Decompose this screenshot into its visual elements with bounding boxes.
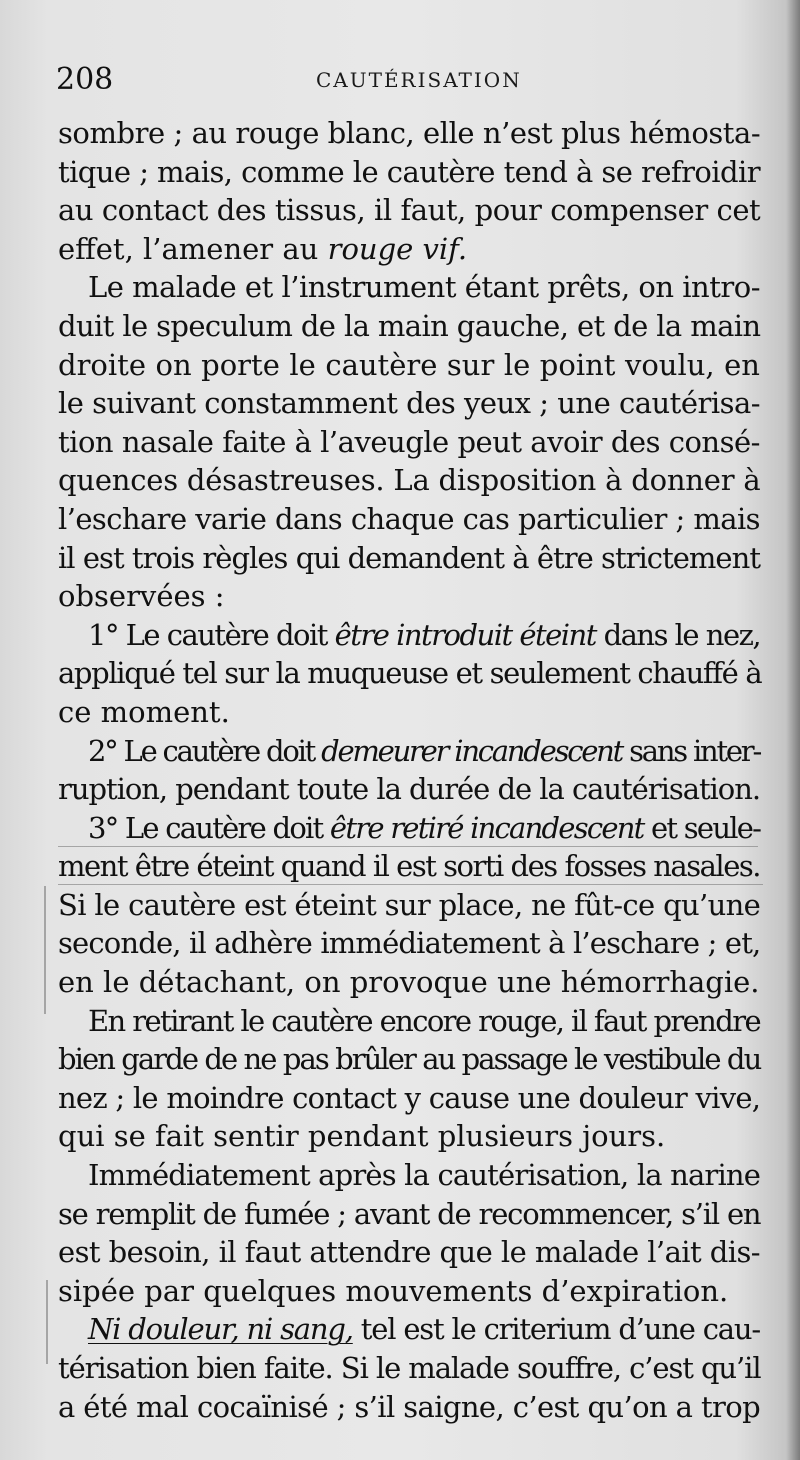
italic-phrase: être introduit éteint [334,617,596,652]
text-line: ce moment. [58,694,230,729]
text-line: le suivant constamment des yeux ; une cautérisa- [58,386,761,421]
text-line: qui se fait sentir pendant plusieurs jours. [58,1119,666,1154]
text-line: 1° Le cautère doit être introduit éteint dans le nez, [88,617,761,652]
text-line: se remplit de fumée ; avant de recommencer, s’il en [58,1196,761,1231]
italic-phrase: Ni douleur, ni sang, [88,1312,353,1347]
text-line: bien garde de ne pas brûler au passage le vestibule du [58,1042,761,1077]
page-edge-shadow [786,0,800,1460]
italic-phrase: être retiré incandescent [329,810,644,845]
text-line: effet, l’amener au rouge vif. [58,231,468,266]
body-text [58,114,760,1426]
text-line: 2° Le cautère doit demeurer incandescent sans inter- [88,733,761,768]
text-line: observées : [58,579,225,614]
text-line: quences désastreuses. La disposition à donner à [58,463,761,498]
pencil-margin-mark [44,886,46,1014]
text-line: ruption, pendant toute la durée de la cautérisation. [58,772,761,807]
text-line: duit le speculum de la main gauche, et de la main [58,308,761,343]
text-line: Ni douleur, ni sang, tel est le criterium d’une cau- [88,1312,760,1347]
running-title: CAUTÉRISATION [316,68,522,92]
text-line: au contact des tissus, il faut, pour compenser cet [58,193,761,228]
text-line: il est trois règles qui demandent à être strictement [58,540,760,575]
text-line: térisation bien faite. Si le malade souffre, c’est qu’il [58,1351,761,1385]
text-line: a été mal cocaïnisé ; s’il saigne, c’est qu’on a trop [58,1389,761,1424]
text-line: Le malade et l’instrument étant prêts, on intro- [88,270,760,305]
text-line: sombre ; au rouge blanc, elle n’est plus hémosta- [58,116,761,150]
text-line: droite on porte le cautère sur le point voulu, en [58,347,760,382]
text-line: nez ; le moindre contact y cause une douleur vive, [58,1080,761,1115]
pencil-margin-mark [46,1280,48,1364]
text-line: est besoin, il faut attendre que le malade l’ait dis- [58,1235,760,1270]
text-line: tique ; mais, comme le cautère tend à se refroidir [58,154,761,189]
text-line: Immédiatement après la cautérisation, la narine [88,1158,761,1193]
text-line: seconde, il adhère immédiatement à l’eschare ; et, [58,926,761,961]
text-line: en le détachant, on provoque une hémorrhagie. [58,965,760,1000]
text-line: En retirant le cautère encore rouge, il faut prendre [88,1003,760,1038]
italic-phrase: rouge vif. [327,231,468,266]
page-number: 208 [56,62,114,97]
text-line: Si le cautère est éteint sur place, ne fût-ce qu’une [58,887,761,922]
italic-phrase: demeurer incandescent [321,733,623,768]
text-line: ment être éteint quand il est sorti des fosses nasales. [58,849,760,884]
text-line: l’eschare varie dans chaque cas particulier ; mais [58,501,760,536]
text-line: 3° Le cautère doit être retiré incandescent et seule- [88,810,761,845]
text-line: tion nasale faite à l’aveugle peut avoir des consé- [58,424,760,459]
text-line: appliqué tel sur la muqueuse et seulement chauffé à [58,656,762,691]
text-line: sipée par quelques mouvements d’expiration. [58,1273,729,1308]
